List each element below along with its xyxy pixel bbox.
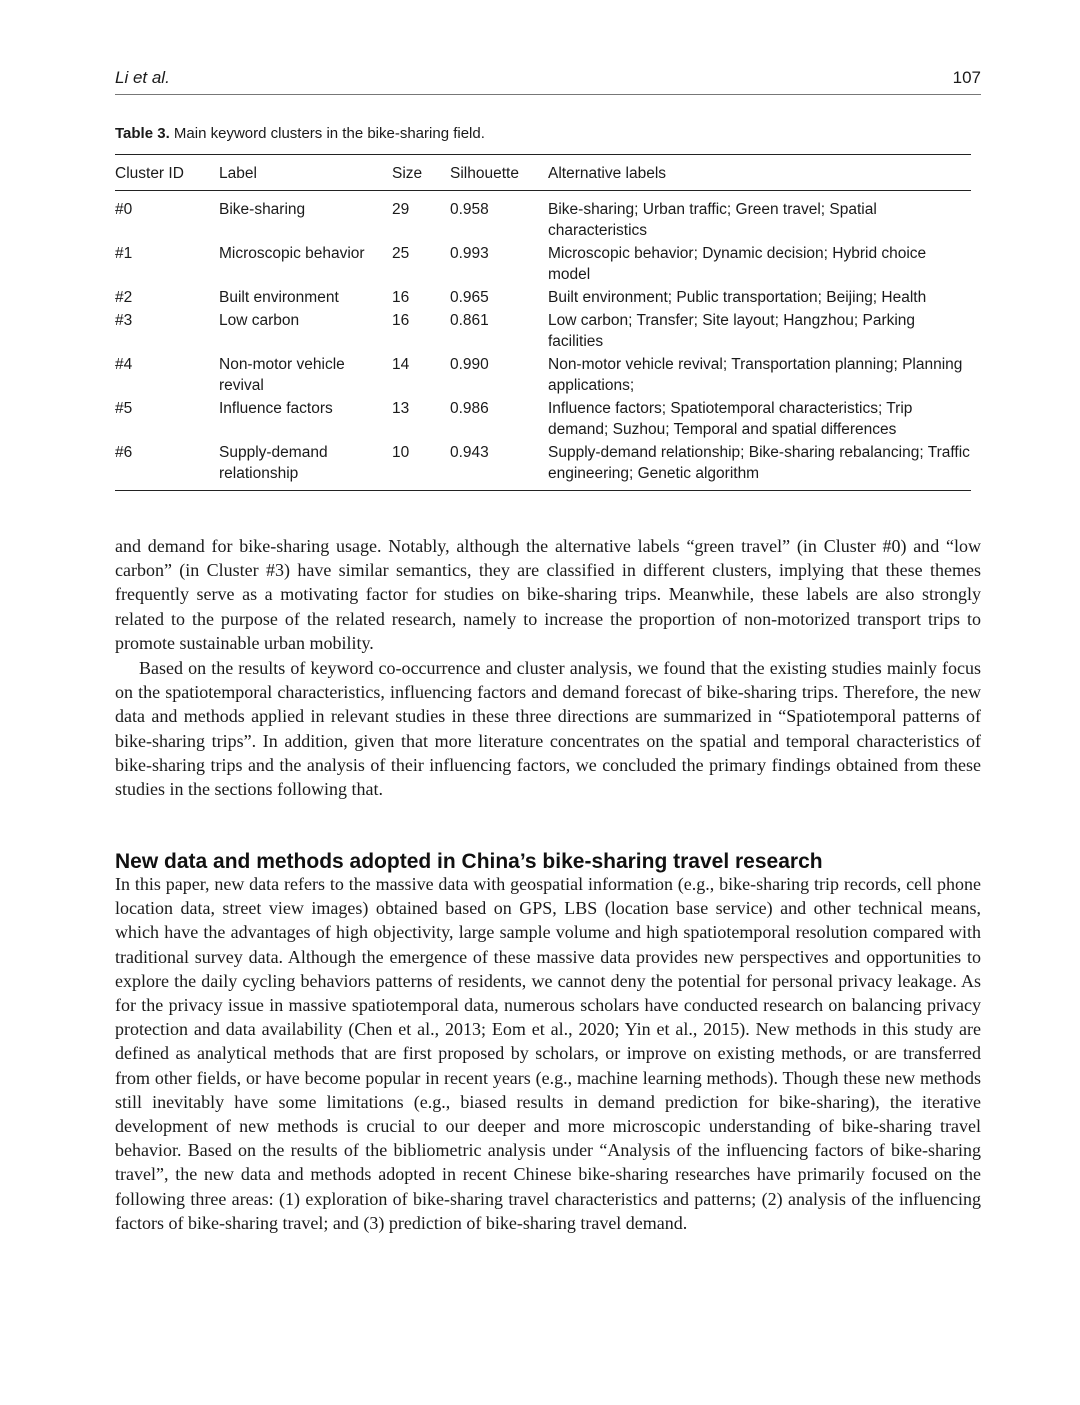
cell-alternative-labels: Built environment; Public transportation; Beijing; Health [548,289,927,306]
cell-label: Microscopic behavior [219,245,365,262]
cell-alternative-labels: Microscopic behavior; Dynamic decision; Hybrid choice model [548,245,927,283]
cell-label: Built environment [219,289,339,306]
table-caption-label: Table 3. [115,125,170,142]
cell-size: 16 [392,312,410,329]
cell-alternative-labels: Influence factors; Spatiotemporal characteristics; Trip demand; Suzhou; Temporal and spatial differences [548,400,913,438]
table-row [115,243,971,287]
cell-silhouette: 0.986 [450,400,489,417]
cell-silhouette: 0.861 [450,312,489,329]
cell-cluster-id: #6 [115,442,219,491]
cell-size: 14 [392,356,410,373]
column-header-label: Label [219,155,392,191]
cell-label: Bike-sharing [219,201,306,218]
cell-label: Low carbon [219,312,300,329]
cell-size: 29 [392,201,410,218]
table-row [115,398,971,442]
cell-cluster-id: #2 [115,289,133,306]
keyword-clusters-table [115,154,971,491]
cell-alternative-labels: Supply-demand relationship; Bike-sharing rebalancing; Traffic engineering; Genetic algorithm [548,442,971,491]
paragraph: and demand for bike-sharing usage. Notably, although the alternative labels “green travel” (in Cluster #0) and “low carbon” (in Cluster #3) have similar semantics, they are classified in different clusters, implying that these themes frequently serve as a motivating factor for studies on bike-sharing trips. Meanwhile, these labels are also strongly related to the purpose of the related research, namely to increase the proportion of non-motorized transport trips to promote sustainable urban mobility. [115,536,981,653]
body-text-upper [115,534,981,801]
table-row [115,287,971,310]
table-row [115,442,971,491]
page-number: 107 [952,68,981,87]
column-header-alternative-labels: Alternative labels [548,155,971,191]
cell-size: 10 [392,442,450,491]
cell-cluster-id: #1 [115,245,133,262]
table-row [115,310,971,354]
running-head-authors: Li et al. [115,68,170,87]
cell-silhouette: 0.990 [450,356,489,373]
table-caption [115,125,981,142]
table-header-row [115,155,971,191]
column-header-cluster-id: Cluster ID [115,155,219,191]
cell-alternative-labels: Low carbon; Transfer; Site layout; Hangzhou; Parking facilities [548,312,916,350]
paragraph: Based on the results of keyword co-occurrence and cluster analysis, we found that the existing studies mainly focus on the spatiotemporal characteristics, influencing factors and demand forecast of bike-sharing trips. Therefore, the new data and methods applied in relevant studies in these three directions are summarized in “Spatiotemporal patterns of bike-sharing trips”. In addition, given that more literature concentrates on the spatial and temporal characteristics of bike-sharing trips and the analysis of their influencing factors, we concluded the primary findings obtained from these studies in the sections following that. [115,658,981,800]
cell-alternative-labels: Bike-sharing; Urban traffic; Green travel; Spatial characteristics [548,201,877,239]
cell-label: Supply-demand relationship [219,442,392,491]
cell-cluster-id: #0 [115,201,133,218]
cell-label: Influence factors [219,400,333,417]
column-header-size: Size [392,155,450,191]
cell-cluster-id: #5 [115,400,133,417]
cell-size: 25 [392,245,410,262]
body-text-lower [115,872,981,1235]
cell-silhouette: 0.958 [450,201,489,218]
cell-silhouette: 0.943 [450,442,548,491]
cell-size: 16 [392,289,410,306]
cell-silhouette: 0.965 [450,289,489,306]
cell-size: 13 [392,400,410,417]
cell-cluster-id: #3 [115,312,133,329]
paragraph: In this paper, new data refers to the massive data with geospatial information (e.g., bike-sharing trip records, cell phone location data, street view images) obtained based on GPS, LBS (location base service) and other technical means, which have the advantages of high objectivity, large sample volume and high spatiotemporal resolution compared with traditional survey data. Although the emergence of these massive data provides new perspectives and opportunities to explore the daily cycling behaviors patterns of residents, we cannot deny the potential for personal privacy leakage. As for the privacy issue in massive spatiotemporal data, numerous scholars have conducted research on balancing privacy protection and data availability (Chen et al., 2013; Eom et al., 2020; Yin et al., 2015). New methods in this study are defined as analytical methods that are first proposed by scholars, or improve on existing methods, or are transferred from other fields, or have become popular in recent years (e.g., machine learning methods). Though these new methods still inevitably have some limitations (e.g., biased results in demand prediction for bike-sharing), the iterative development of new methods is crucial to our deeper and more microscopic understanding of bike-sharing travel behavior. Based on the results of the bibliometric analysis under “Analysis of the influencing factors of bike-sharing travel”, the new data and methods adopted in recent Chinese bike-sharing researches have primarily focused on the following three areas: (1) exploration of bike-sharing travel characteristics and patterns; (2) analysis of the influencing factors of bike-sharing travel; and (3) prediction of bike-sharing travel demand. [115,874,981,1233]
table-row [115,191,971,244]
cell-silhouette: 0.993 [450,245,489,262]
column-header-silhouette: Silhouette [450,155,548,191]
running-head [115,66,981,95]
cell-cluster-id: #4 [115,356,133,373]
section-heading: New data and methods adopted in China’s bike-sharing travel research [115,850,823,874]
cell-alternative-labels: Non-motor vehicle revival; Transportation planning; Planning applications; [548,356,963,394]
table-caption-text: Main keyword clusters in the bike-sharing field. [169,125,485,142]
cell-label: Non-motor vehicle revival [219,356,345,394]
table-row [115,354,971,398]
